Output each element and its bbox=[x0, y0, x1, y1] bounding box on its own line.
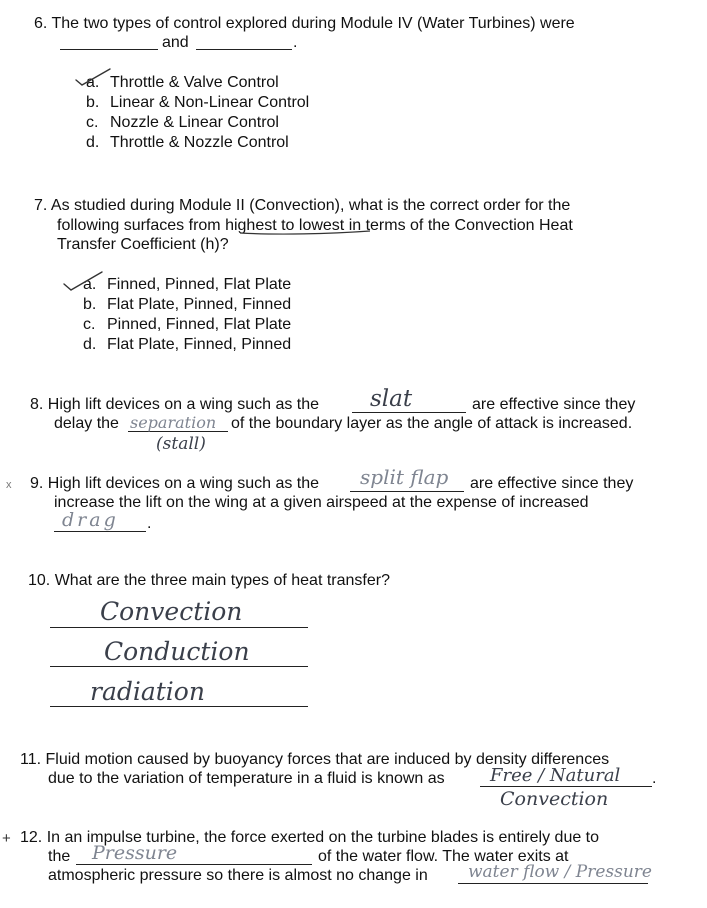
q12-text-line3: atmospheric pressure so there is almost no change in bbox=[48, 867, 428, 884]
q7-option-d-letter: d. bbox=[83, 336, 97, 353]
q7-option-b[interactable] bbox=[83, 295, 291, 314]
q6-text-line1: 6. The two types of control explored during Module IV (Water Turbines) were bbox=[34, 15, 575, 32]
q10-blank-3[interactable] bbox=[50, 706, 308, 707]
q6-period: . bbox=[293, 34, 298, 51]
q6-option-d[interactable] bbox=[86, 133, 289, 152]
q7-text-line1: 7. As studied during Module II (Convection), what is the correct order for the bbox=[34, 197, 571, 214]
q8-text-line2b: of the boundary layer as the angle of attack is increased. bbox=[231, 415, 633, 432]
q12-text-line2a: the bbox=[48, 848, 71, 865]
q7-option-a-text: Finned, Pinned, Flat Plate bbox=[107, 276, 292, 293]
q6-option-b[interactable] bbox=[86, 93, 309, 112]
q9-period: . bbox=[147, 515, 152, 532]
q7-option-d-text: Flat Plate, Finned, Pinned bbox=[107, 336, 292, 353]
q7-underline-mark bbox=[238, 222, 378, 238]
q6-option-a-letter: a. bbox=[86, 74, 100, 91]
q7-option-a-letter: a. bbox=[83, 276, 97, 293]
q6-and: and bbox=[162, 34, 189, 51]
q12-blank-1[interactable] bbox=[76, 864, 312, 865]
q11-period: . bbox=[652, 770, 657, 787]
q7-option-c-letter: c. bbox=[83, 316, 96, 333]
q7-text-line3: Transfer Coefficient (h)? bbox=[57, 236, 229, 253]
q11-text-line2: due to the variation of temperature in a fluid is known as bbox=[48, 770, 445, 787]
q8-answer-2-note: (stall) bbox=[156, 434, 206, 454]
q9-text-line1b: are effective since they bbox=[470, 475, 634, 492]
q9-blank-1[interactable] bbox=[350, 491, 464, 492]
q9-answer-2: drag bbox=[62, 509, 119, 531]
q12-text-line2b: of the water flow. The water exits at bbox=[318, 848, 569, 865]
q7-option-b-text: Flat Plate, Pinned, Finned bbox=[107, 296, 292, 313]
q11-text-line1: 11. Fluid motion caused by buoyancy forces that are induced by density differences bbox=[20, 751, 610, 768]
q8-answer-1: slat bbox=[370, 386, 413, 412]
q12-answer-2: water flow / Pressure bbox=[468, 862, 652, 882]
q11-blank-1[interactable] bbox=[480, 786, 652, 787]
q6-option-c-letter: c. bbox=[86, 114, 99, 131]
q12-blank-2[interactable] bbox=[458, 883, 648, 884]
q7-option-c-text: Pinned, Finned, Flat Plate bbox=[107, 316, 292, 333]
q8-text-line1a: 8. High lift devices on a wing such as the bbox=[30, 396, 320, 413]
q6-option-d-letter: d. bbox=[86, 134, 100, 151]
q7-option-b-letter: b. bbox=[83, 296, 97, 313]
q12-margin-mark: + bbox=[2, 830, 11, 847]
q9-margin-mark: x bbox=[6, 479, 12, 491]
q6-checkmark-icon bbox=[74, 66, 114, 90]
q9-text-line1a: 9. High lift devices on a wing such as the bbox=[30, 475, 320, 492]
q11-answer-2: Convection bbox=[500, 788, 609, 810]
q8-blank-1[interactable] bbox=[352, 412, 466, 413]
q7-option-c[interactable] bbox=[83, 315, 291, 334]
q6-blank-2[interactable] bbox=[196, 49, 292, 50]
q7-checkmark-icon bbox=[62, 268, 106, 294]
q12-text-line1: 12. In an impulse turbine, the force exerted on the turbine blades is entirely due to bbox=[20, 829, 600, 846]
q11-answer-1: Free / Natural bbox=[490, 765, 621, 786]
q9-text-line2: increase the lift on the wing at a given airspeed at the expense of increased bbox=[54, 494, 589, 511]
q7-option-d[interactable] bbox=[83, 335, 291, 354]
q10-blank-2[interactable] bbox=[50, 666, 308, 667]
q6-option-a[interactable] bbox=[86, 73, 279, 92]
q6-option-d-text: Throttle & Nozzle Control bbox=[110, 134, 289, 151]
q9-blank-2[interactable] bbox=[54, 531, 146, 532]
q8-text-line2a: delay the bbox=[54, 415, 119, 432]
q6-option-b-letter: b. bbox=[86, 94, 100, 111]
q7-option-a[interactable] bbox=[83, 275, 291, 294]
q12-answer-1: Pressure bbox=[92, 842, 178, 864]
q6-option-b-text: Linear & Non-Linear Control bbox=[110, 94, 310, 111]
q7-text-line2: following surfaces from highest to lowest in terms of the Convection Heat bbox=[57, 217, 573, 234]
q10-answer-2: Conduction bbox=[104, 637, 250, 666]
q6-blank-1[interactable] bbox=[60, 49, 158, 50]
q9-answer-1: split flap bbox=[360, 465, 449, 489]
q10-answer-3: radiation bbox=[90, 677, 205, 706]
q10-text-line1: 10. What are the three main types of heat transfer? bbox=[28, 572, 390, 589]
q10-answer-1: Convection bbox=[100, 597, 243, 626]
q6-option-c-text: Nozzle & Linear Control bbox=[110, 114, 279, 131]
q8-text-line1b: are effective since they bbox=[472, 396, 636, 413]
q6-option-c[interactable] bbox=[86, 113, 279, 132]
q6-option-a-text: Throttle & Valve Control bbox=[110, 74, 279, 91]
q10-blank-1[interactable] bbox=[50, 627, 308, 628]
q8-answer-2: separation bbox=[130, 413, 217, 432]
